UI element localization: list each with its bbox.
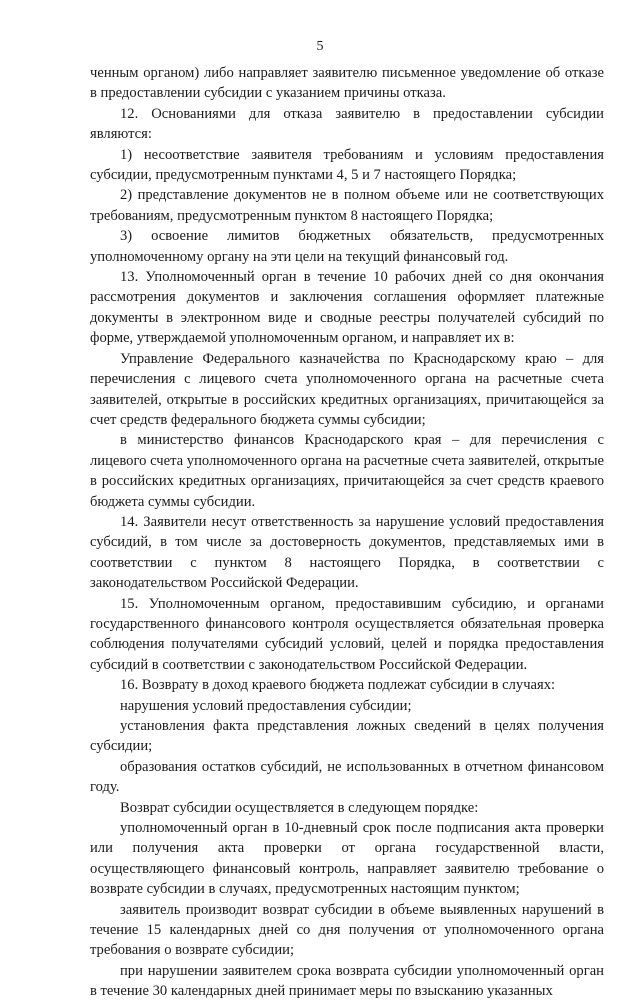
paragraph: образования остатков субсидий, не использованных в отчетном финансовом году. xyxy=(90,758,604,796)
paragraph: Возврат субсидии осуществляется в следующем порядке: xyxy=(120,799,479,816)
paragraph: 13. Уполномоченный орган в течение 10 рабочих дней со дня окончания рассмотрения документов и заключения соглашения оформляет платежные документы в электронном виде и сводные реестры получателей субсидий по форме, утверждаемой уполномоченным органом, и направляет их в: xyxy=(90,269,604,347)
document-body xyxy=(90,63,604,1002)
paragraph: уполномоченный орган в 10-дневный срок после подписания акта проверки или получения акта проверки от органа государственной власти, осуществляющего финансовый контроль, направляет заявителю требование о возврате субсидии в случаях, предусмотренных настоящим пунктом; xyxy=(90,820,604,898)
paragraph: 2) представление документов не в полном объеме или не соответствующих требованиям, предусмотренным пунктом 8 настоящего Порядка; xyxy=(90,187,604,224)
paragraph: 1) несоответствие заявителя требованиям и условиям предоставления субсидии, предусмотренным пунктами 4, 5 и 7 настоящего Порядка; xyxy=(90,146,604,184)
page-number: 5 xyxy=(316,39,324,54)
paragraph: 14. Заявители несут ответственность за нарушение условий предоставления субсидий, в том числе за достоверность документов, представляемых ими в соответствии с пунктом 8 настоящего Порядка, в соответствии с законодательством Российской Федерации. xyxy=(90,513,604,592)
paragraph: ченным органом) либо направляет заявителю письменное уведомление об отказе в предоставлении субсидии с указанием причины отказа. xyxy=(90,65,604,102)
paragraph: 12. Основаниями для отказа заявителю в предоставлении субсидии являются: xyxy=(90,105,604,143)
paragraph: 15. Уполномоченным органом, предоставившим субсидию, и органами государственного финансового контроля осуществляется обязательная проверка соблюдения получателями субсидий условий, целей и порядка предоставления субсидий в соответствии с законодательством Российской Федерации. xyxy=(90,595,604,673)
paragraph: установления факта представления ложных сведений в целях получения субсидии; xyxy=(90,718,604,755)
paragraph: заявитель производит возврат субсидии в объеме выявленных нарушений в течение 15 календарных дней со дня получения от уполномоченного органа требования о возврате субсидии; xyxy=(90,901,604,959)
paragraph: при нарушении заявителем срока возврата субсидии уполномоченный орган в течение 30 календарных дней принимает меры по взысканию указанных xyxy=(90,962,604,1000)
paragraph: в министерство финансов Краснодарского края – для перечисления с лицевого счета уполномоченного органа на расчетные счета заявителей, открытые в российских кредитных организациях, причитающейся за счет средств краевого бюджета суммы субсидии. xyxy=(90,432,604,510)
paragraph: нарушения условий предоставления субсидии; xyxy=(120,697,412,714)
paragraph: 3) освоение лимитов бюджетных обязательств, предусмотренных уполномоченному органу на эти цели на текущий финансовый год. xyxy=(90,228,604,265)
paragraph: 16. Возврату в доход краевого бюджета подлежат субсидии в случаях: xyxy=(120,677,556,694)
paragraph: Управление Федерального казначейства по Краснодарскому краю – для перечисления с лицевого счета уполномоченного органа на расчетные счета заявителей, открытые в российских кредитных организациях, причитающейся за счет средств федерального бюджета суммы субсидии; xyxy=(90,350,604,428)
